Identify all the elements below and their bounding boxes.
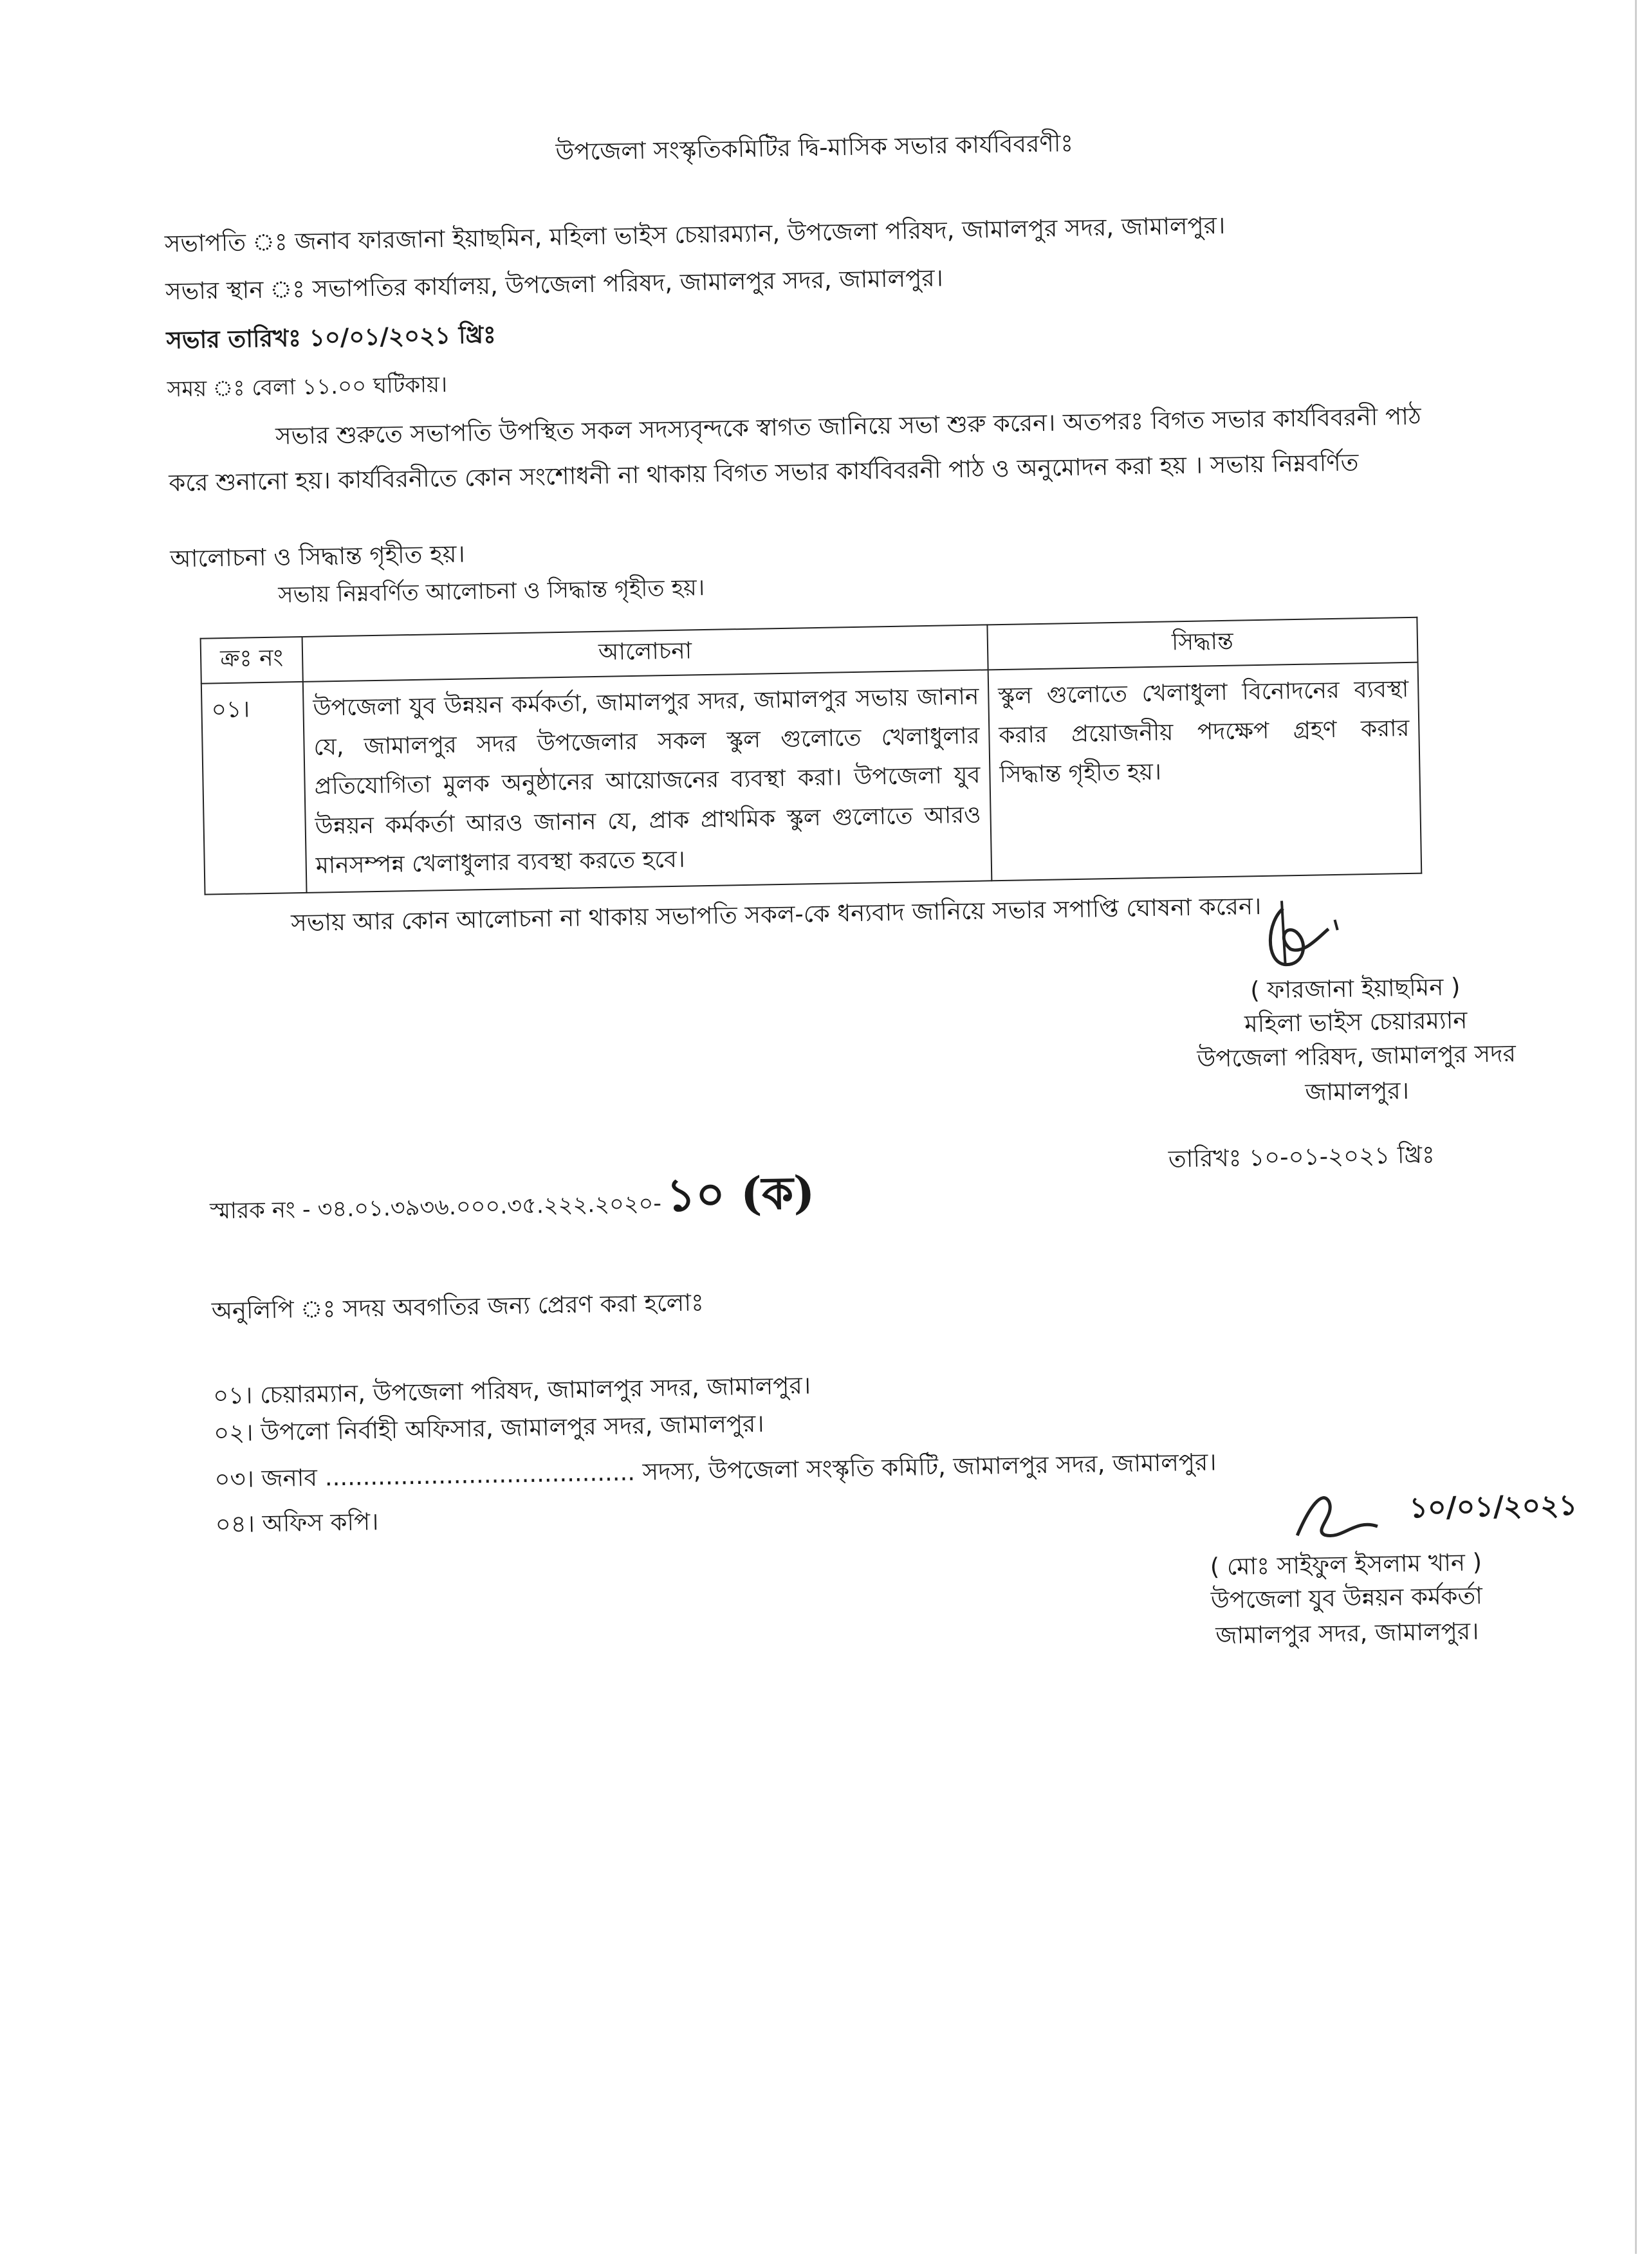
signature-1-icon: [1257, 897, 1355, 970]
copy-item: ০১। চেয়ারম্যান, উপজেলা পরিষদ, জামালপুর সদর, জামালপুর।: [212, 1371, 811, 1410]
intro-line-3: আলোচনা ও সিদ্ধান্ত গৃহীত হয়।: [170, 540, 466, 573]
signatory-1-office: উপজেলা পরিষদ, জামালপুর সদর: [1197, 1039, 1517, 1073]
cell-discussion: উপজেলা যুব উন্নয়ন কর্মকর্তা, জামালপুর সদর, জামালপুর সভায় জানান যে, জামালপুর সদর উপজেলার সকল স্কুল গুলোতে খেলাধুলার প্রতিযোগিতা মুলক অনুষ্ঠানের আয়োজনের ব্যবস্থা করা। উপজেলা যুব উন্নয়ন কর্মকর্তা আরও জানান যে, প্রাক প্রাথমিক স্কুল গুলোতে আরও মানসম্পন্ন খেলাধুলার ব্যবস্থা করতে হবে।: [303, 670, 992, 892]
memo-number: স্মারক নং - ৩৪.০১.৩৯৩৬.০০০.৩৫.২২২.২০২০-: [209, 1191, 662, 1225]
copy-item: ০৩। জনাব ......................................... সদস্য, উপজেলা সংস্কৃতি কমিটি, জামালপুর সদর, জামালপুর।: [214, 1448, 1217, 1494]
signatory-1-district: জামালপুর।: [1305, 1077, 1410, 1106]
signature-2-icon: [1287, 1482, 1404, 1542]
signatory-2-office: জামালপুর সদর, জামালপুর।: [1215, 1617, 1479, 1650]
signatory-2-designation: উপজেলা যুব উন্নয়ন কর্মকর্তা: [1210, 1582, 1483, 1614]
meeting-time: সময় ঃ বেলা ১১.০০ ঘটিকায়।: [167, 371, 448, 403]
meeting-president: সভাপতি ঃ জনাব ফারজানা ইয়াছমিন, মহিলা ভাইস চেয়ারম্যান, উপজেলা পরিষদ, জামালপুর সদর, জামালপুর।: [164, 211, 1226, 258]
cell-decision: স্কুল গুলোতে খেলাধুলা বিনোদনের ব্যবস্থা করার প্রয়োজনীয় পদক্ষেপ গ্রহণ করার সিদ্ধান্ত গৃহীত হয়।: [988, 663, 1422, 881]
memo-handwritten-number: ১০ (ক): [666, 1166, 815, 1222]
minutes-table: [200, 617, 1423, 895]
document-title: উপজেলা সংস্কৃতিকমিটির দ্বি-মাসিক সভার কার্যবিবরণীঃ: [555, 129, 1074, 166]
intro-line-2: করে শুনানো হয়। কার্যবিরনীতে কোন সংশোধনী না থাকায় বিগত সভার কার্যবিবরনী পাঠ ও অনুমোদন করা হয় । সভায় নিম্নবর্ণিত: [169, 448, 1359, 497]
copies-heading: অনুলিপি ঃ সদয় অবগতির জন্য প্রেরণ করা হলোঃ: [211, 1288, 705, 1325]
cell-serial: ০১।: [201, 682, 307, 895]
signatory-1-name: ( ফারজানা ইয়াছমিন ): [1250, 973, 1461, 1005]
minutes-section: [200, 617, 1423, 939]
signature-2-date: ১০/০১/২০২১: [1409, 1488, 1578, 1525]
memo-date: তারিখঃ ১০-০১-২০২১ খ্রিঃ: [1168, 1140, 1435, 1173]
meeting-date: সভার তারিখঃ ১০/০১/২০২১ খ্রিঃ: [166, 320, 497, 354]
memo-row: [209, 1158, 815, 1243]
meeting-venue: সভার স্থান ঃ সভাপতির কার্যালয়, উপজেলা পরিষদ, জামালপুর সদর, জামালপুর।: [165, 264, 944, 306]
copy-item: ০৪। অফিস কপি।: [215, 1508, 379, 1539]
header-decision: সিদ্ধান্ত: [987, 617, 1417, 670]
signatory-2-name: ( মোঃ সাইফুল ইসলাম খান ): [1210, 1548, 1482, 1581]
header-serial: ক্রঃ নং: [201, 637, 303, 684]
copy-item: ০২। উপলো নির্বাহী অফিসার, জামালপুর সদর, জামালপুর।: [213, 1409, 764, 1447]
intro-line-1: সভার শুরুতে সভাপতি উপস্থিত সকল সদস্যবৃন্দকে স্বাগত জানিয়ে সভা শুরু করেন। অতপরঃ বিগত সভার কার্যবিবরনী পাঠ: [275, 402, 1422, 450]
signatory-1-designation: মহিলা ভাইস চেয়ারম্যান: [1244, 1006, 1468, 1038]
table-intro: সভায় নিম্নবর্ণিত আলোচনা ও সিদ্ধান্ত গৃহীত হয়।: [278, 575, 705, 608]
table-row: [201, 663, 1421, 895]
closing-text: সভায় আর কোন আলোচনা না থাকায় সভাপতি সকল-কে ধন্যবাদ জানিয়ে সভার সপাপ্তি ঘোষনা করেন।: [290, 892, 1262, 937]
header-discussion: আলোচনা: [302, 625, 988, 682]
